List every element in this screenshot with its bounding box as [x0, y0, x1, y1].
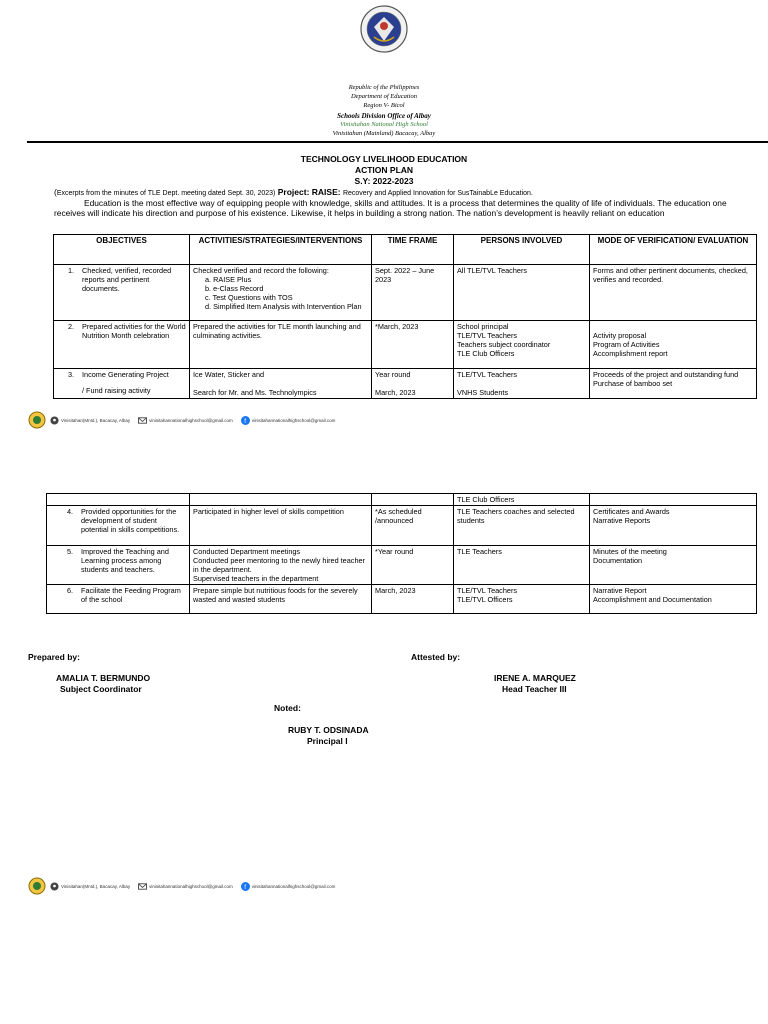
- department-text: Department of Education: [350, 93, 418, 100]
- school-year: S.Y: 2022-2023: [354, 176, 414, 186]
- facebook-icon: [241, 416, 250, 425]
- objective-text: Checked, verified, recorded reports and pertinent documents.: [82, 266, 172, 293]
- persons-involved: All TLE/TVL Teachers: [454, 265, 590, 321]
- republic-text: Republic of the Philippines: [348, 84, 420, 91]
- attested-by-label: Attested by:: [411, 652, 461, 662]
- table-row: 6. Facilitate the Feeding Program of the school Prepare simple but nutritious foods for the severely wasted and wasted students March, 2023 TLE/TVL Teachers TLE/TVL Officers Narrative Report Accomplishment and Documentation: [47, 585, 757, 614]
- time-frame: Sept. 2022 – June 2023: [372, 265, 454, 321]
- page-footer: Vinisitahan(MnId.), Bacacay, Albay vinisitahannationalhighschool@gmail.com f vinisitahannationalhighschool@gmail.com: [28, 410, 335, 430]
- school-name: Vinisitahan National High School: [340, 121, 428, 128]
- table-row: 4. Provided opportunities for the development of student potential in skills competitions. Participated in higher level of skills competition *As scheduled /announced TLE Teachers coaches and selected students Certificates and Awards Narrative Reports: [47, 506, 757, 546]
- location-icon: [50, 882, 59, 891]
- noted-name: RUBY T. ODSINADA: [288, 725, 369, 735]
- school-logo-icon: [28, 411, 46, 429]
- header-time-frame: TIME FRAME: [372, 235, 454, 265]
- attested-by-title: Head Teacher III: [502, 684, 567, 694]
- facebook-icon: [241, 882, 250, 891]
- prepared-by-title: Subject Coordinator: [60, 684, 142, 694]
- header-verification: MODE OF VERIFICATION/ EVALUATION: [590, 235, 757, 265]
- doc-title: TECHNOLOGY LIVELIHOOD EDUCATION: [300, 154, 468, 164]
- svg-text:f: f: [243, 883, 246, 891]
- email-icon: [138, 882, 147, 891]
- page-footer: Vinisitahan(MnId.), Bacacay, Albay vinisitahannationalhighschool@gmail.com f vinisitahannationalhighschool@gmail.com: [28, 876, 335, 896]
- header-divider: [27, 141, 768, 143]
- table-row: 1. Checked, verified, recorded reports and pertinent documents. Checked verified and record the following: a. RAISE Plus b. e-Class Record c. Test Questions with TOS d. Simplified Item Analysis with Intervention Plan Sept. 2022 – June 2023 All TLE/TVL Teachers Forms and other pertinent documents, checked, verifies and recorded.: [54, 265, 757, 321]
- school-address: Vinisitahan (Mainland) Bacacay, Albay: [332, 130, 436, 137]
- header-persons-involved: PERSONS INVOLVED: [454, 235, 590, 265]
- action-plan-table: [53, 234, 757, 399]
- intro-line: (Excerpts from the minutes of TLE Dept. meeting dated Sept. 30, 2023) Project: RAISE: Recovery and Applied Innovation for SusTainabLe Education.: [54, 187, 533, 197]
- persons-involved: School principal TLE/TVL Teachers Teachers subject coordinator TLE Club Officers: [454, 321, 590, 369]
- project-label: Project: RAISE:: [277, 187, 341, 197]
- attested-by-name: IRENE A. MARQUEZ: [494, 673, 576, 683]
- verification: Activity proposal Program of Activities Accomplishment report: [590, 321, 757, 369]
- table-row: 2. Prepared activities for the World Nutrition Month celebration Prepared the activities for TLE month launching and culminating activities. *March, 2023 School principal TLE/TVL Teachers Teachers subject coordinator TLE Club Officers Activity proposal Program of Activities Accomplishment report: [54, 321, 757, 369]
- prepared-by-name: AMALIA T. BERMUNDO: [56, 673, 151, 683]
- location-icon: [50, 416, 59, 425]
- table-row: 5. Improved the Teaching and Learning process among students and teachers. Conducted Department meetings Conducted peer mentoring to the newly hired teacher in the department. Supervised teachers in the department *Year round TLE Teachers Minutes of the meeting Documentation: [47, 546, 757, 585]
- school-logo-icon: [28, 877, 46, 895]
- doc-subtitle: ACTION PLAN: [354, 165, 414, 175]
- persons-involved: TLE Club Officers: [454, 494, 590, 506]
- noted-title: Principal I: [307, 736, 348, 746]
- time-frame: *March, 2023: [372, 321, 454, 369]
- table-row: 3. Income Generating Project / Fund raising activity Ice Water, Sticker and Search for Mr. and Ms. Technolympics Year round March, 2023 TLE/TVL Teachers VNHS Students Proceeds of the project and outstanding fund Purchase of bamboo set: [54, 369, 757, 399]
- excerpt-note: Excerpts from the minutes of TLE Dept. meeting dated Sept. 30, 2023): [56, 190, 276, 197]
- header-activities: ACTIVITIES/STRATEGIES/INTERVENTIONS: [190, 235, 372, 265]
- division-text: Schools Division Office of Albay: [337, 112, 431, 120]
- verification: Forms and other pertinent documents, checked, verifies and recorded.: [590, 265, 757, 321]
- prepared-by-label: Prepared by:: [28, 652, 80, 662]
- intro-paragraph: Education is the most effective way of equipping people with knowledge, skills and attitudes. It is a process that determines the quality of life of individuals. The education one receives will indicate his direction and purpose of his existence. Likewise, it helps in building a strong nation. The nation’s development is heavily reliant on education: [54, 198, 727, 218]
- email-icon: [138, 416, 147, 425]
- header-objectives: OBJECTIVES: [54, 235, 190, 265]
- noted-label: Noted:: [274, 703, 301, 713]
- svg-text:f: f: [243, 417, 246, 425]
- region-text: Region V- Bicol: [363, 102, 405, 109]
- action-plan-table-continued: [46, 493, 757, 614]
- deped-seal-logo: [360, 5, 408, 81]
- project-description: Recovery and Applied Innovation for SusTainabLe Education.: [342, 190, 533, 197]
- objective-text: Prepared activities for the World Nutrition Month celebration: [82, 322, 186, 340]
- activity-text: Prepared the activities for TLE month launching and culminating activities.: [190, 321, 372, 369]
